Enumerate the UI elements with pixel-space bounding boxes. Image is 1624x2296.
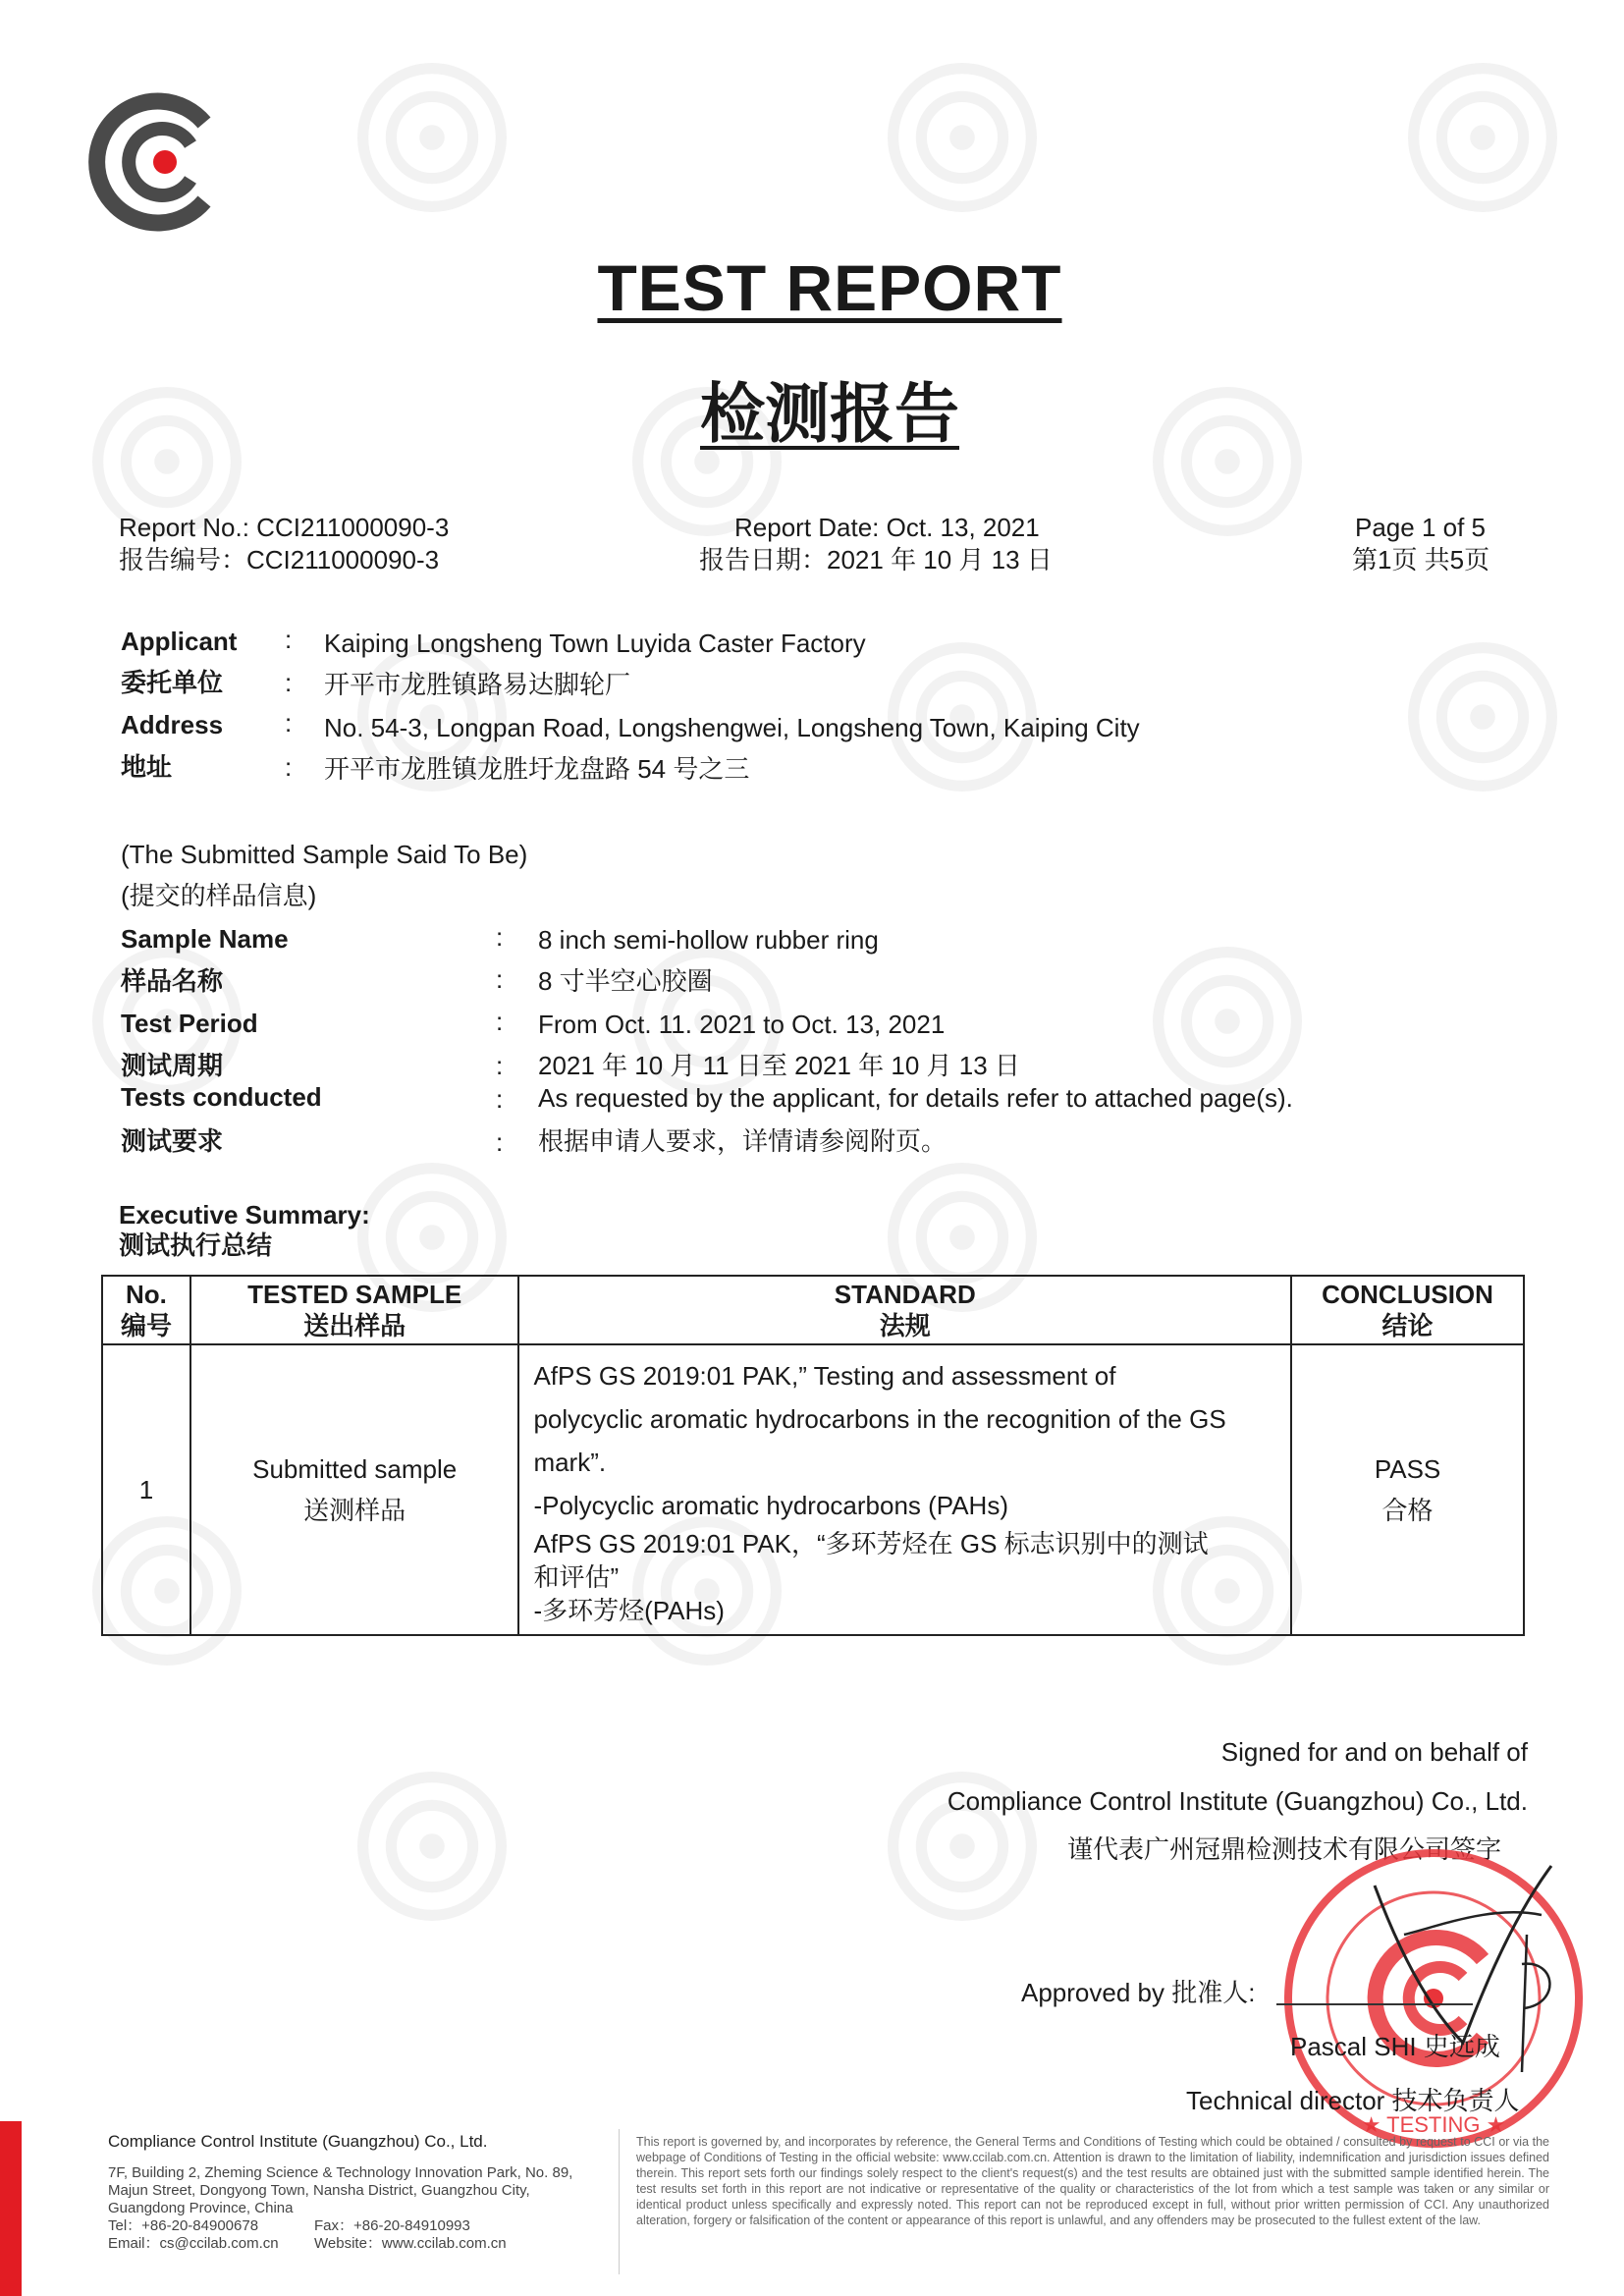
report-number-cn: 报告编号：CCI211000090-3 xyxy=(119,545,440,574)
colon: : xyxy=(496,1127,504,1157)
test-period-value: From Oct. 11. 2021 to Oct. 13, 2021 xyxy=(538,1010,946,1039)
standard-line: -Polycyclic aromatic hydrocarbons (PAHs) xyxy=(533,1491,1008,1520)
col-header-sample xyxy=(190,1276,519,1344)
signature-line xyxy=(1276,2003,1473,2005)
approver-role: Technical director 技术负责人 xyxy=(1186,2086,1520,2115)
footer-company: Compliance Control Institute (Guangzhou) Co., Ltd. xyxy=(108,2132,488,2151)
signature-line-1: Signed for and on behalf of xyxy=(1220,1737,1528,1767)
summary-heading: Executive Summary: xyxy=(119,1200,370,1230)
footer-website[interactable]: Website：www.ccilab.com.cn xyxy=(314,2235,507,2252)
footer-fax: Fax：+86-20-84910993 xyxy=(314,2217,470,2234)
col-header-conclusion-en: CONCLUSION xyxy=(1322,1280,1493,1309)
watermark-logo xyxy=(353,59,511,216)
signature-line-2: Compliance Control Institute (Guangzhou) Co., Ltd. xyxy=(947,1786,1528,1816)
standard-line: AfPS GS 2019:01 PAK，“多环芳烃在 GS 标志识别中的测试 xyxy=(533,1529,1209,1558)
row-sample-en: Submitted sample xyxy=(252,1454,458,1484)
sample-intro: (The Submitted Sample Said To Be) xyxy=(121,840,528,869)
tests-conducted-value: As requested by the applicant, for details refer to attached page(s). xyxy=(538,1083,1293,1113)
colon: : xyxy=(285,668,293,697)
address-label-cn: 地址 xyxy=(121,752,173,782)
col-header-no-en: No. xyxy=(126,1280,167,1309)
watermark-logo xyxy=(1404,59,1561,216)
test-period-label-cn: 测试周期 xyxy=(121,1051,224,1080)
applicant-label-cn: 委托单位 xyxy=(121,668,224,697)
footer-address: Majun Street, Dongyong Town, Nansha District, Guangzhou City, xyxy=(108,2182,530,2199)
colon: : xyxy=(285,752,293,782)
summary-table xyxy=(101,1275,1525,1636)
row-sample-cn: 送测样品 xyxy=(303,1496,406,1525)
col-header-standard xyxy=(518,1276,1291,1344)
row-conclusion xyxy=(1291,1344,1524,1635)
standard-line: polycyclic aromatic hydrocarbons in the recognition of the GS xyxy=(533,1404,1226,1434)
col-header-standard-cn: 法规 xyxy=(879,1311,931,1340)
watermark-logo xyxy=(1404,638,1561,795)
approver-name: Pascal SHI 史远成 xyxy=(1290,2032,1500,2061)
svg-text:★ TESTING ★: ★ TESTING ★ xyxy=(1361,2112,1506,2137)
address-value-cn: 开平市龙胜镇龙胜圩龙盘路 54 号之三 xyxy=(324,754,750,784)
cci-logo xyxy=(88,83,236,241)
footer-contact xyxy=(108,2133,572,2253)
colon: : xyxy=(496,1084,504,1114)
summary-heading-cn: 测试执行总结 xyxy=(119,1230,273,1260)
sample-name-value-cn: 8 寸半空心胶圈 xyxy=(538,966,713,996)
signature-line-3: 谨代表广州冠鼎检测技术有限公司签字 xyxy=(1067,1834,1502,1864)
colon: : xyxy=(285,708,293,738)
applicant-value-cn: 开平市龙胜镇路易达脚轮厂 xyxy=(324,670,631,699)
footer-accent-bar xyxy=(0,2121,22,2296)
footer-tel: Tel：+86-20-84900678 xyxy=(108,2217,259,2234)
title-chinese: 检测报告 xyxy=(700,376,959,452)
colon: : xyxy=(496,1051,504,1080)
standard-line: -多环芳烃(PAHs) xyxy=(533,1596,725,1625)
sample-name-label: Sample Name xyxy=(121,924,289,954)
address-value: No. 54-3, Longpan Road, Longshengwei, Longsheng Town, Kaiping City xyxy=(324,713,1140,742)
footer-divider xyxy=(619,2129,620,2274)
col-header-standard-en: STANDARD xyxy=(834,1280,976,1309)
footer-email[interactable]: Email：cs@ccilab.com.cn xyxy=(108,2235,279,2252)
standard-line: 和评估” xyxy=(533,1562,620,1592)
col-header-sample-en: TESTED SAMPLE xyxy=(247,1280,462,1309)
footer-address: Guangdong Province, China xyxy=(108,2200,294,2216)
table-header-row xyxy=(102,1276,1524,1344)
sample-name-label-cn: 样品名称 xyxy=(121,966,224,996)
tests-conducted-value-cn: 根据申请人要求，详情请参阅附页。 xyxy=(538,1126,947,1156)
title-english: TEST REPORT xyxy=(597,251,1062,324)
col-header-sample-cn: 送出样品 xyxy=(303,1311,406,1340)
applicant-label: Applicant xyxy=(121,627,238,656)
table-row xyxy=(102,1344,1524,1635)
page-indicator: Page 1 of 5 xyxy=(1355,513,1486,542)
standard-line: AfPS GS 2019:01 PAK,” Testing and assessment of xyxy=(533,1361,1116,1391)
report-date: Report Date: Oct. 13, 2021 xyxy=(734,513,1040,542)
watermark-logo xyxy=(884,59,1041,216)
col-header-conclusion-cn: 结论 xyxy=(1381,1311,1434,1340)
test-period-label: Test Period xyxy=(121,1009,258,1038)
sample-intro-cn: (提交的样品信息) xyxy=(121,881,317,910)
sample-name-value: 8 inch semi-hollow rubber ring xyxy=(538,925,879,955)
col-header-no xyxy=(102,1276,190,1344)
col-header-conclusion xyxy=(1291,1276,1524,1344)
approved-by: Approved by 批准人: xyxy=(1021,1978,1256,2007)
page-indicator-cn: 第1页 共5页 xyxy=(1352,545,1490,574)
handwritten-signature xyxy=(1345,1846,1571,2102)
colon: : xyxy=(496,922,504,952)
standard-line: mark”. xyxy=(533,1448,607,1477)
tests-conducted-label: Tests conducted xyxy=(121,1082,322,1112)
footer-disclaimer: This report is governed by, and incorporates by reference, the General Terms and Conditions of Testing which could be obtained / consulted by request to CCI or via the webpage of Conditions of Testing in the official website: www.ccilab.com.cn. Attention is drawn to the limitation of liability, indemnification and jurisdiction issues defined therein. This report sets forth our findings solely respect to the client's request(s) and the test results are obtained just with the submitted sample identified herein. The test results set forth in this report are not indicative or representative of the quality or characteristics of the lot from which a test sample was taken or any similar or identical product unless specifically and expressly noted. This report can not be reproduced except in full, without prior written permission of CCI. Any unauthorized alteration, forgery or falsification of the content or appearance of this report is unlawful, and any offenders may be prosecuted to the fullest extent of the law. xyxy=(636,2135,1549,2227)
colon: : xyxy=(496,964,504,994)
colon: : xyxy=(496,1007,504,1036)
report-date-cn: 报告日期：2021 年 10 月 13 日 xyxy=(699,545,1053,574)
colon: : xyxy=(285,625,293,654)
row-no: 1 xyxy=(102,1344,190,1635)
test-period-value-cn: 2021 年 10 月 11 日至 2021 年 10 月 13 日 xyxy=(538,1051,1020,1080)
watermark-logo xyxy=(353,1768,511,1925)
conclusion-cn: 合格 xyxy=(1381,1496,1434,1525)
col-header-no-cn: 编号 xyxy=(120,1311,172,1340)
footer-address: 7F, Building 2, Zheming Science & Technology Innovation Park, No. 89, xyxy=(108,2164,573,2181)
tests-conducted-label-cn: 测试要求 xyxy=(121,1126,224,1156)
address-label: Address xyxy=(121,710,224,739)
report-number: Report No.: CCI211000090-3 xyxy=(119,513,450,542)
applicant-value: Kaiping Longsheng Town Luyida Caster Factory xyxy=(324,629,866,658)
row-standard xyxy=(518,1344,1291,1635)
conclusion-en: PASS xyxy=(1374,1454,1441,1484)
row-sample xyxy=(190,1344,519,1635)
watermark-logo xyxy=(1149,943,1306,1100)
